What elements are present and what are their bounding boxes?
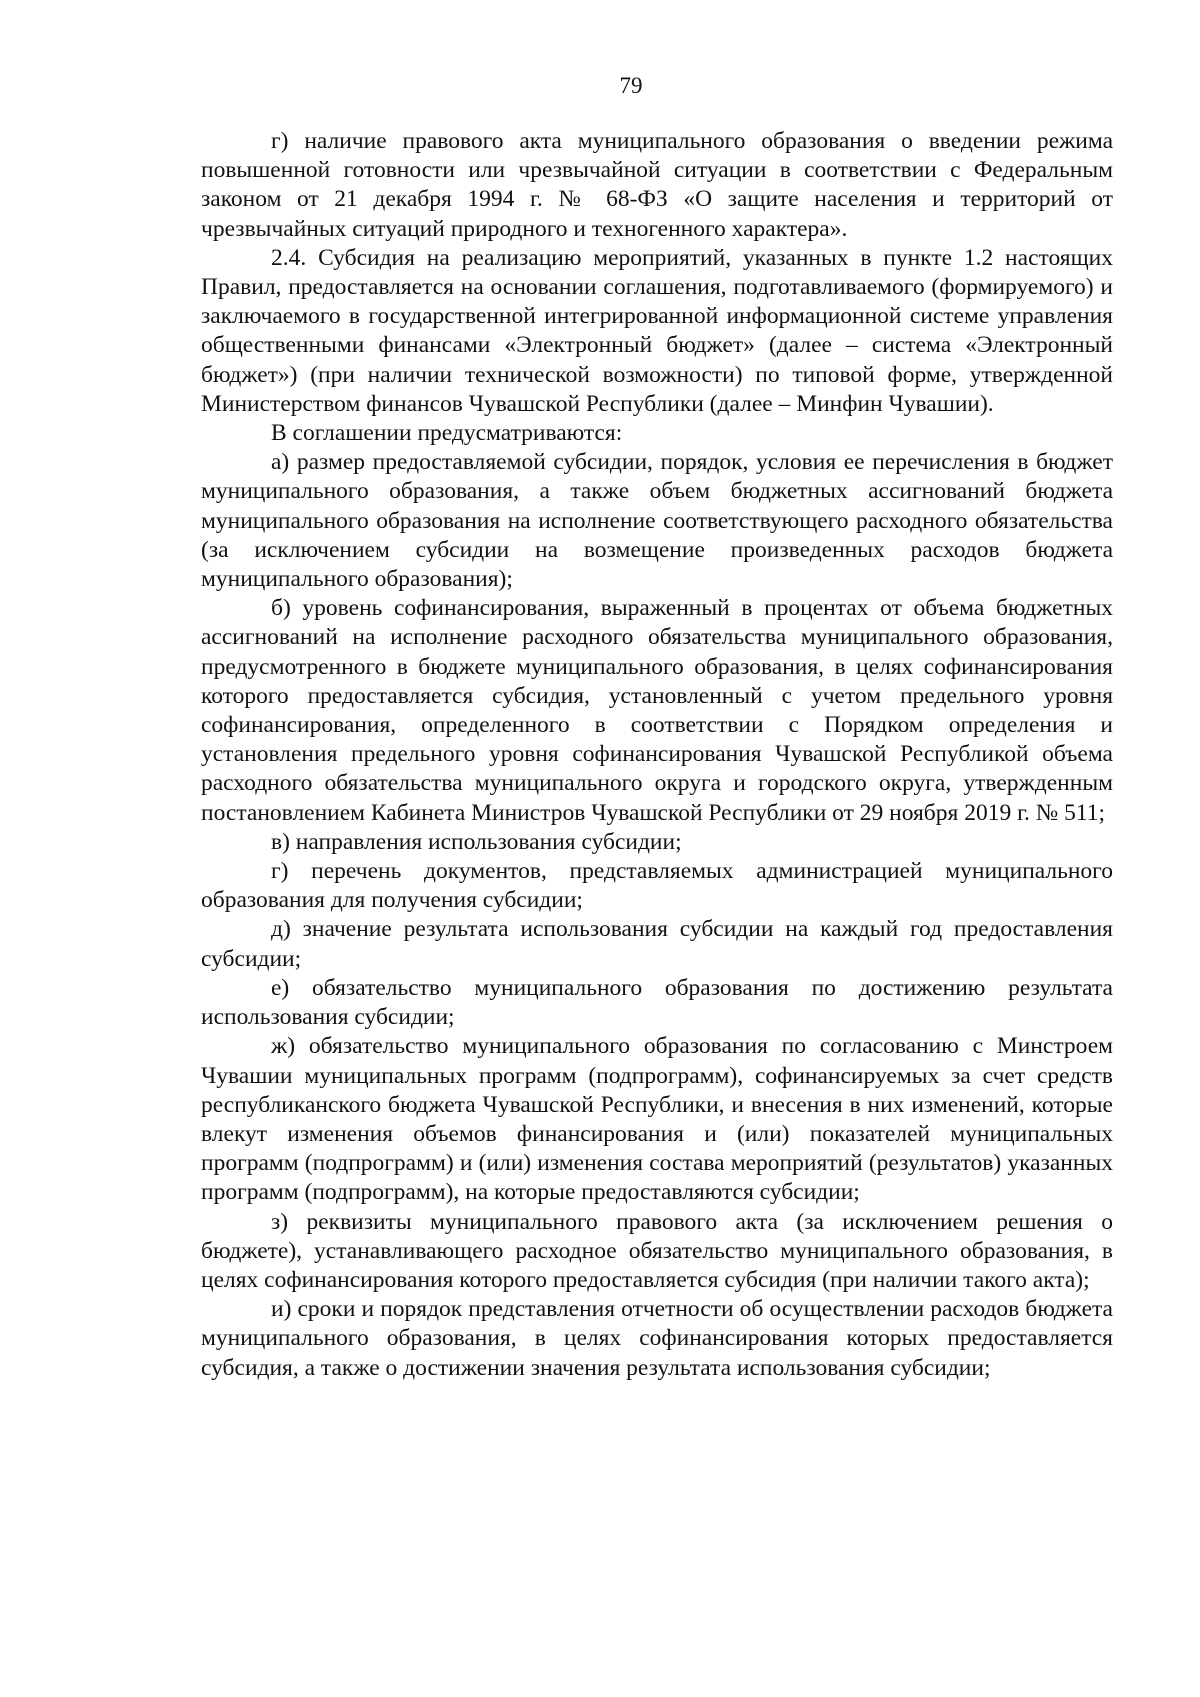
paragraph-b-cofinancing-level: б) уровень софинансирования, выраженный в процентах от объема бюджетных ассигнований на исполнение расходного обязательства муниципального образования, предусмотренного в бюджете муниципального образования, в целях софинансирования которого предоставляется субсидия, установленный с учетом предельного уровня софинансирования, определенного в соответствии с Порядком определения и установления предельного уровня софинансирования Чувашской Республикой объема расходного обязательства муниципального округа и городского округа, утвержденным постановлением Кабинета Министров Чувашской Республики от 29 ноября 2019 г. № 511; xyxy=(201,595,1113,826)
paragraph-agreement-provisions: В соглашении предусматриваются: xyxy=(271,420,623,447)
paragraph-zh-program-approval: ж) обязательство муниципального образования по согласованию с Минстроем Чувашии муниципальных программ (подпрограмм), софинансируемых за счет средств республиканского бюджета Чувашской Республики, и внесения в них изменений, которые влекут изменения объемов финансирования и (или) показателей муниципальных программ (подпрограмм) и (или) изменения состава мероприятий (результатов) указанных программ (подпрограмм), на которые предоставляются субсидии; xyxy=(201,1033,1113,1206)
paragraph-a-subsidy-amount: а) размер предоставляемой субсидии, порядок, условия ее перечисления в бюджет муниципального образования, а также объем бюджетных ассигнований бюджета муниципального образования на исполнение соответствующего расходного обязательства (за исключением субсидии на возмещение произведенных расходов бюджета муниципального образования); xyxy=(201,449,1113,593)
paragraph-d-result-value: д) значение результата использования субсидии на каждый год предоставления субсидии; xyxy=(201,916,1113,972)
paragraph-i-reporting-terms: и) сроки и порядок представления отчетности об осуществлении расходов бюджета муниципального образования, в целях софинансирования которых предоставляется субсидия, а также о достижении значения результата использования субсидии; xyxy=(201,1296,1113,1381)
page-number: 79 xyxy=(619,73,643,98)
paragraph-g-legal-act: г) наличие правового акта муниципального образования о введении режима повышенной готовности или чрезвычайной ситуации в соответствии с Федеральным законом от 21 декабря 1994 г. № 68-ФЗ «О защите населения и территорий от чрезвычайных ситуаций природного и техногенного характера». xyxy=(201,128,1113,242)
document-body xyxy=(201,127,1113,1383)
paragraph-g-documents-list: г) перечень документов, представляемых администрацией муниципального образования для получения субсидии; xyxy=(201,858,1113,914)
paragraph-e-result-obligation: е) обязательство муниципального образования по достижению результата использования субсидии; xyxy=(201,974,1113,1031)
paragraph-z-legal-act-details: з) реквизиты муниципального правового акта (за исключением решения о бюджете), устанавливающего расходное обязательство муниципального образования, в целях софинансирования которого предоставляется субсидия (при наличии такого акта); xyxy=(201,1208,1113,1293)
paragraph-v-usage-directions: в) направления использования субсидии; xyxy=(271,828,682,855)
paragraph-2-4-subsidy-agreement: 2.4. Субсидия на реализацию мероприятий, указанных в пункте 1.2 настоящих Правил, предоставляется на основании соглашения, подготавливаемого (формируемого) и заключаемого в государственной интегрированной информационной системе управления общественными финансами «Электронный бюджет» (далее – система «Электронный бюджет») (при наличии технической возможности) по типовой форме, утвержденной Министерством финансов Чувашской Республики (далее – Минфин Чувашии). xyxy=(201,244,1113,417)
